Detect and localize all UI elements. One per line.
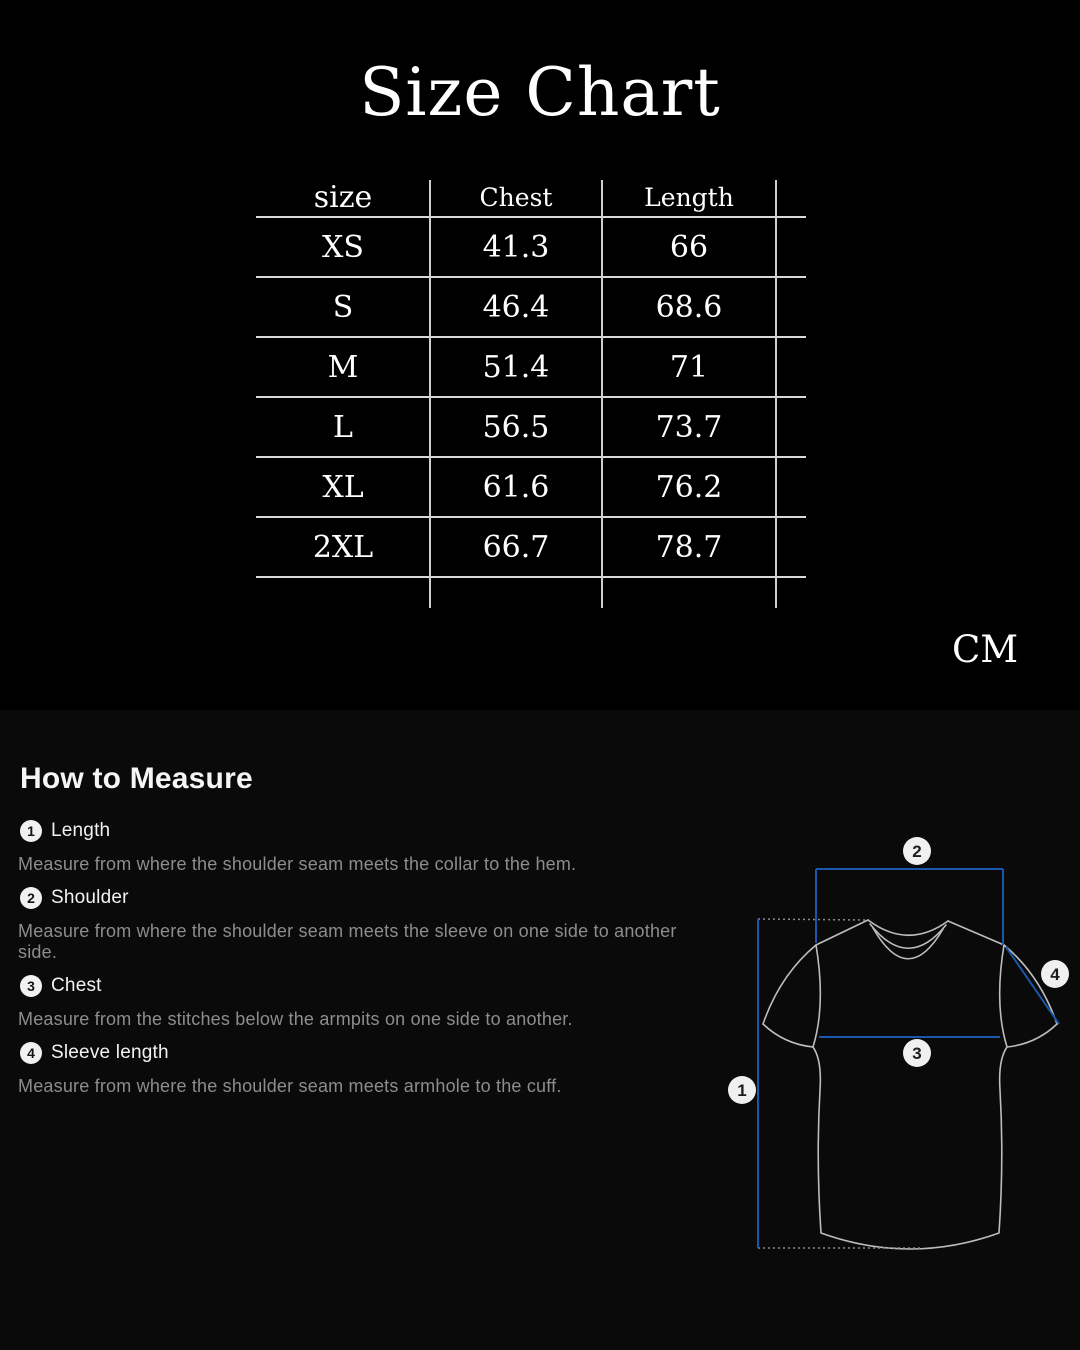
chest-cell: 46.4 — [482, 289, 550, 325]
table-header-row — [256, 178, 806, 218]
marker-1-badge — [728, 1076, 756, 1104]
length-cell: 68.6 — [655, 289, 723, 325]
svg-text:1: 1 — [737, 1081, 747, 1100]
table-row — [256, 218, 806, 278]
length-cell: 76.2 — [655, 469, 723, 505]
measure-instructions — [18, 762, 708, 1109]
column-header-chest: Chest — [479, 182, 553, 212]
table-column-divider — [775, 180, 777, 608]
section-heading: How to Measure — [20, 762, 253, 795]
svg-text:2: 2 — [912, 842, 922, 861]
table-row — [256, 518, 806, 578]
chest-cell: 66.7 — [482, 529, 550, 565]
table-column-divider — [429, 180, 431, 608]
measure-item-chest — [18, 975, 708, 1030]
length-cell: 78.7 — [655, 529, 723, 565]
svg-text:3: 3 — [912, 1044, 922, 1063]
chest-cell: 51.4 — [482, 349, 550, 385]
marker-3-badge — [903, 1039, 931, 1067]
column-header-length: Length — [644, 182, 734, 212]
size-cell: XS — [322, 229, 364, 265]
size-table — [256, 178, 806, 608]
measure-item-sleeve-length — [18, 1042, 708, 1097]
page-title: Size Chart — [359, 54, 721, 131]
measure-item-shoulder — [18, 887, 708, 963]
measure-item-description: Measure from where the shoulder seam meets the sleeve on one side to another side. — [18, 921, 677, 962]
step-3-badge: 3 — [20, 975, 42, 997]
measure-item-label: Sleeve length — [51, 1042, 169, 1063]
measure-item-description: Measure from the stitches below the armpits on one side to another. — [18, 1009, 573, 1029]
length-cell: 71 — [669, 349, 709, 385]
measure-item-label: Chest — [51, 975, 102, 996]
size-cell: 2XL — [312, 529, 374, 565]
chest-cell: 56.5 — [482, 409, 550, 445]
step-1-badge: 1 — [20, 820, 42, 842]
marker-4-badge — [1041, 960, 1069, 988]
size-cell: XL — [322, 469, 364, 505]
table-row — [256, 278, 806, 338]
length-cell: 66 — [669, 229, 709, 265]
dotted-guide-lines — [758, 919, 922, 1248]
table-row — [256, 398, 806, 458]
table-column-divider — [601, 180, 603, 608]
size-cell: S — [332, 289, 354, 325]
column-header-size: size — [313, 179, 373, 215]
length-cell: 73.7 — [655, 409, 723, 445]
svg-text:4: 4 — [1050, 965, 1060, 984]
chest-cell: 61.6 — [482, 469, 550, 505]
tshirt-measure-diagram — [720, 820, 1080, 1270]
step-4-badge: 4 — [20, 1042, 42, 1064]
measure-item-length — [18, 820, 708, 875]
how-to-measure-section — [0, 710, 1080, 1350]
measure-item-description: Measure from where the shoulder seam meets the collar to the hem. — [18, 854, 577, 874]
measure-item-description: Measure from where the shoulder seam meets armhole to the cuff. — [18, 1076, 562, 1096]
unit-label: CM — [952, 628, 1019, 671]
size-cell: M — [327, 349, 359, 385]
size-cell: L — [333, 409, 353, 445]
chest-cell: 41.3 — [482, 229, 550, 265]
table-row — [256, 338, 806, 398]
step-2-badge: 2 — [20, 887, 42, 909]
measure-item-label: Length — [51, 820, 111, 841]
marker-2-badge — [903, 837, 931, 865]
table-row — [256, 458, 806, 518]
tshirt-outline-icon — [763, 920, 1057, 1249]
measure-item-label: Shoulder — [51, 887, 129, 908]
